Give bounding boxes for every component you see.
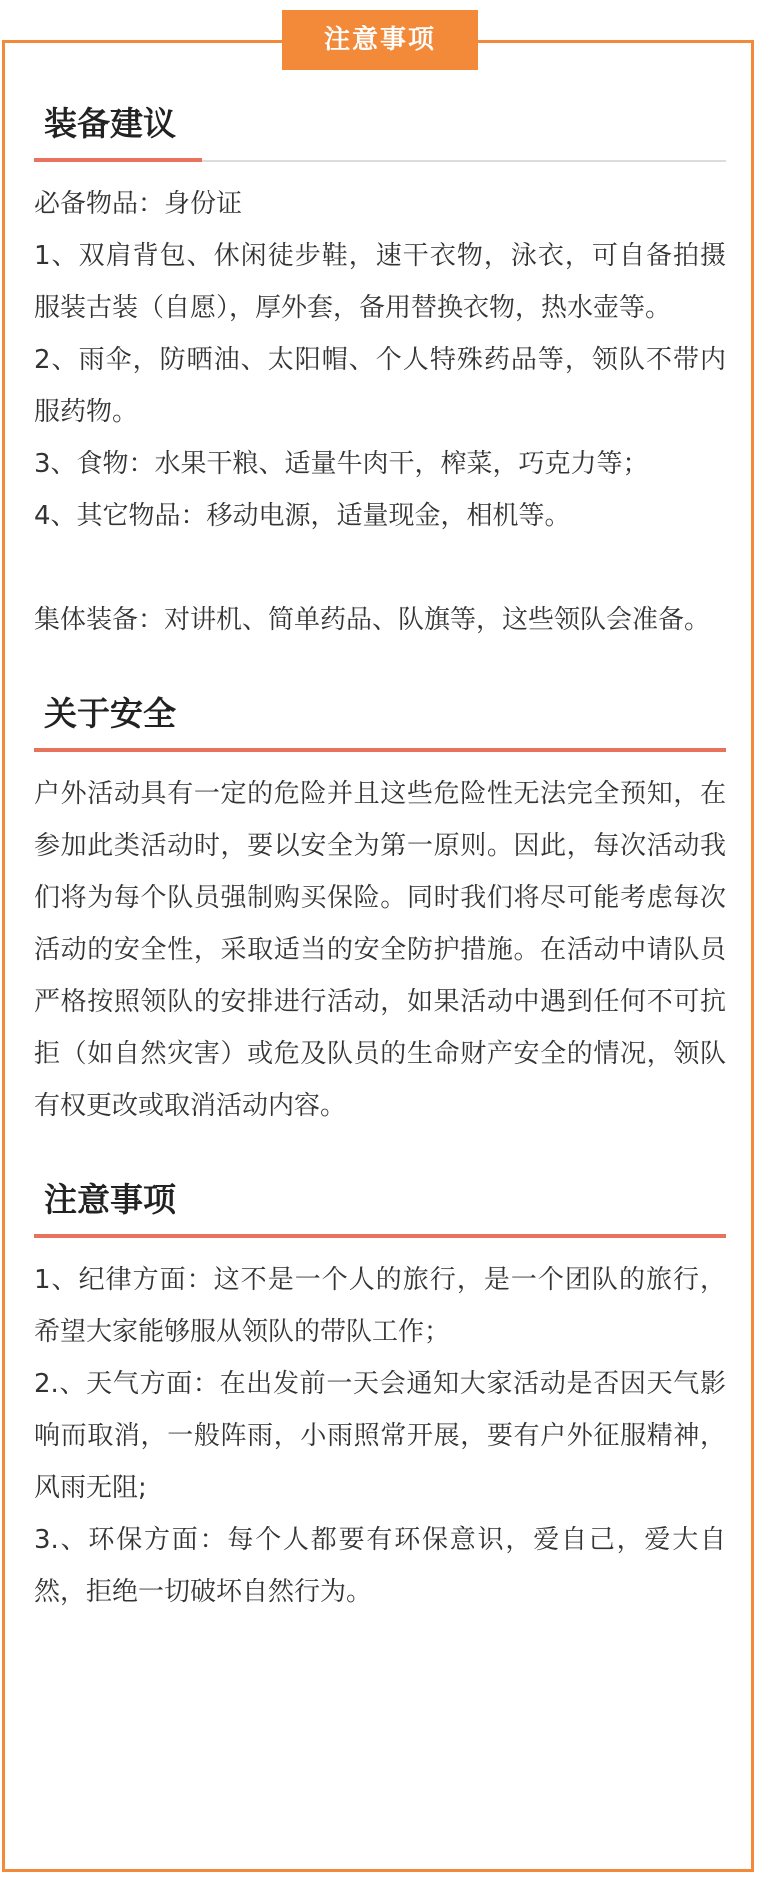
section-title: 关于安全 xyxy=(44,694,176,733)
section-notes xyxy=(34,1166,726,1618)
paragraph: 2、雨伞，防晒油、太阳帽、个人特殊药品等，领队不带内服药物。 xyxy=(34,345,726,427)
section-body xyxy=(34,178,726,646)
section-divider xyxy=(34,748,726,752)
header-tag: 注意事项 xyxy=(282,10,478,70)
section-title: 装备建议 xyxy=(44,104,176,143)
section-divider-accent xyxy=(34,158,202,162)
section-divider xyxy=(34,1234,726,1238)
section-header xyxy=(34,90,726,162)
paragraph: 4、其它物品：移动电源，适量现金，相机等。 xyxy=(34,501,571,531)
section-equipment xyxy=(34,90,726,646)
section-body xyxy=(34,768,726,1132)
section-header xyxy=(34,680,726,752)
section-safety xyxy=(34,680,726,1132)
content-area xyxy=(34,90,726,1618)
paragraph: 1、双肩背包、休闲徒步鞋，速干衣物，泳衣，可自备拍摄服装古装（自愿），厚外套，备用替换衣物，热水壶等。 xyxy=(34,241,726,323)
paragraph: 1、纪律方面：这不是一个人的旅行，是一个团队的旅行，希望大家能够服从领队的带队工作； xyxy=(34,1265,726,1347)
paragraph: 必备物品：身份证 xyxy=(34,189,243,219)
section-title: 注意事项 xyxy=(44,1180,176,1219)
section-header xyxy=(34,1166,726,1238)
paragraph: 集体装备：对讲机、简单药品、队旗等，这些领队会准备。 xyxy=(34,605,711,635)
section-body xyxy=(34,1254,726,1618)
paragraph: 3.、环保方面：每个人都要有环保意识，爱自己，爱大自然，拒绝一切破坏自然行为。 xyxy=(34,1525,726,1607)
spacer xyxy=(34,542,726,594)
paragraph: 户外活动具有一定的危险并且这些危险性无法完全预知，在参加此类活动时，要以安全为第一原则。因此，每次活动我们将为每个队员强制购买保险。同时我们将尽可能考虑每次活动的安全性，采取适当的安全防护措施。在活动中请队员严格按照领队的安排进行活动，如果活动中遇到任何不可抗拒（如自然灾害）或危及队员的生命财产安全的情况，领队有权更改或取消活动内容。 xyxy=(34,779,726,1121)
paragraph: 3、食物：水果干粮、适量牛肉干，榨菜，巧克力等； xyxy=(34,449,649,479)
paragraph: 2.、天气方面：在出发前一天会通知大家活动是否因天气影响而取消，一般阵雨，小雨照常开展，要有户外征服精神，风雨无阻; xyxy=(34,1369,726,1503)
